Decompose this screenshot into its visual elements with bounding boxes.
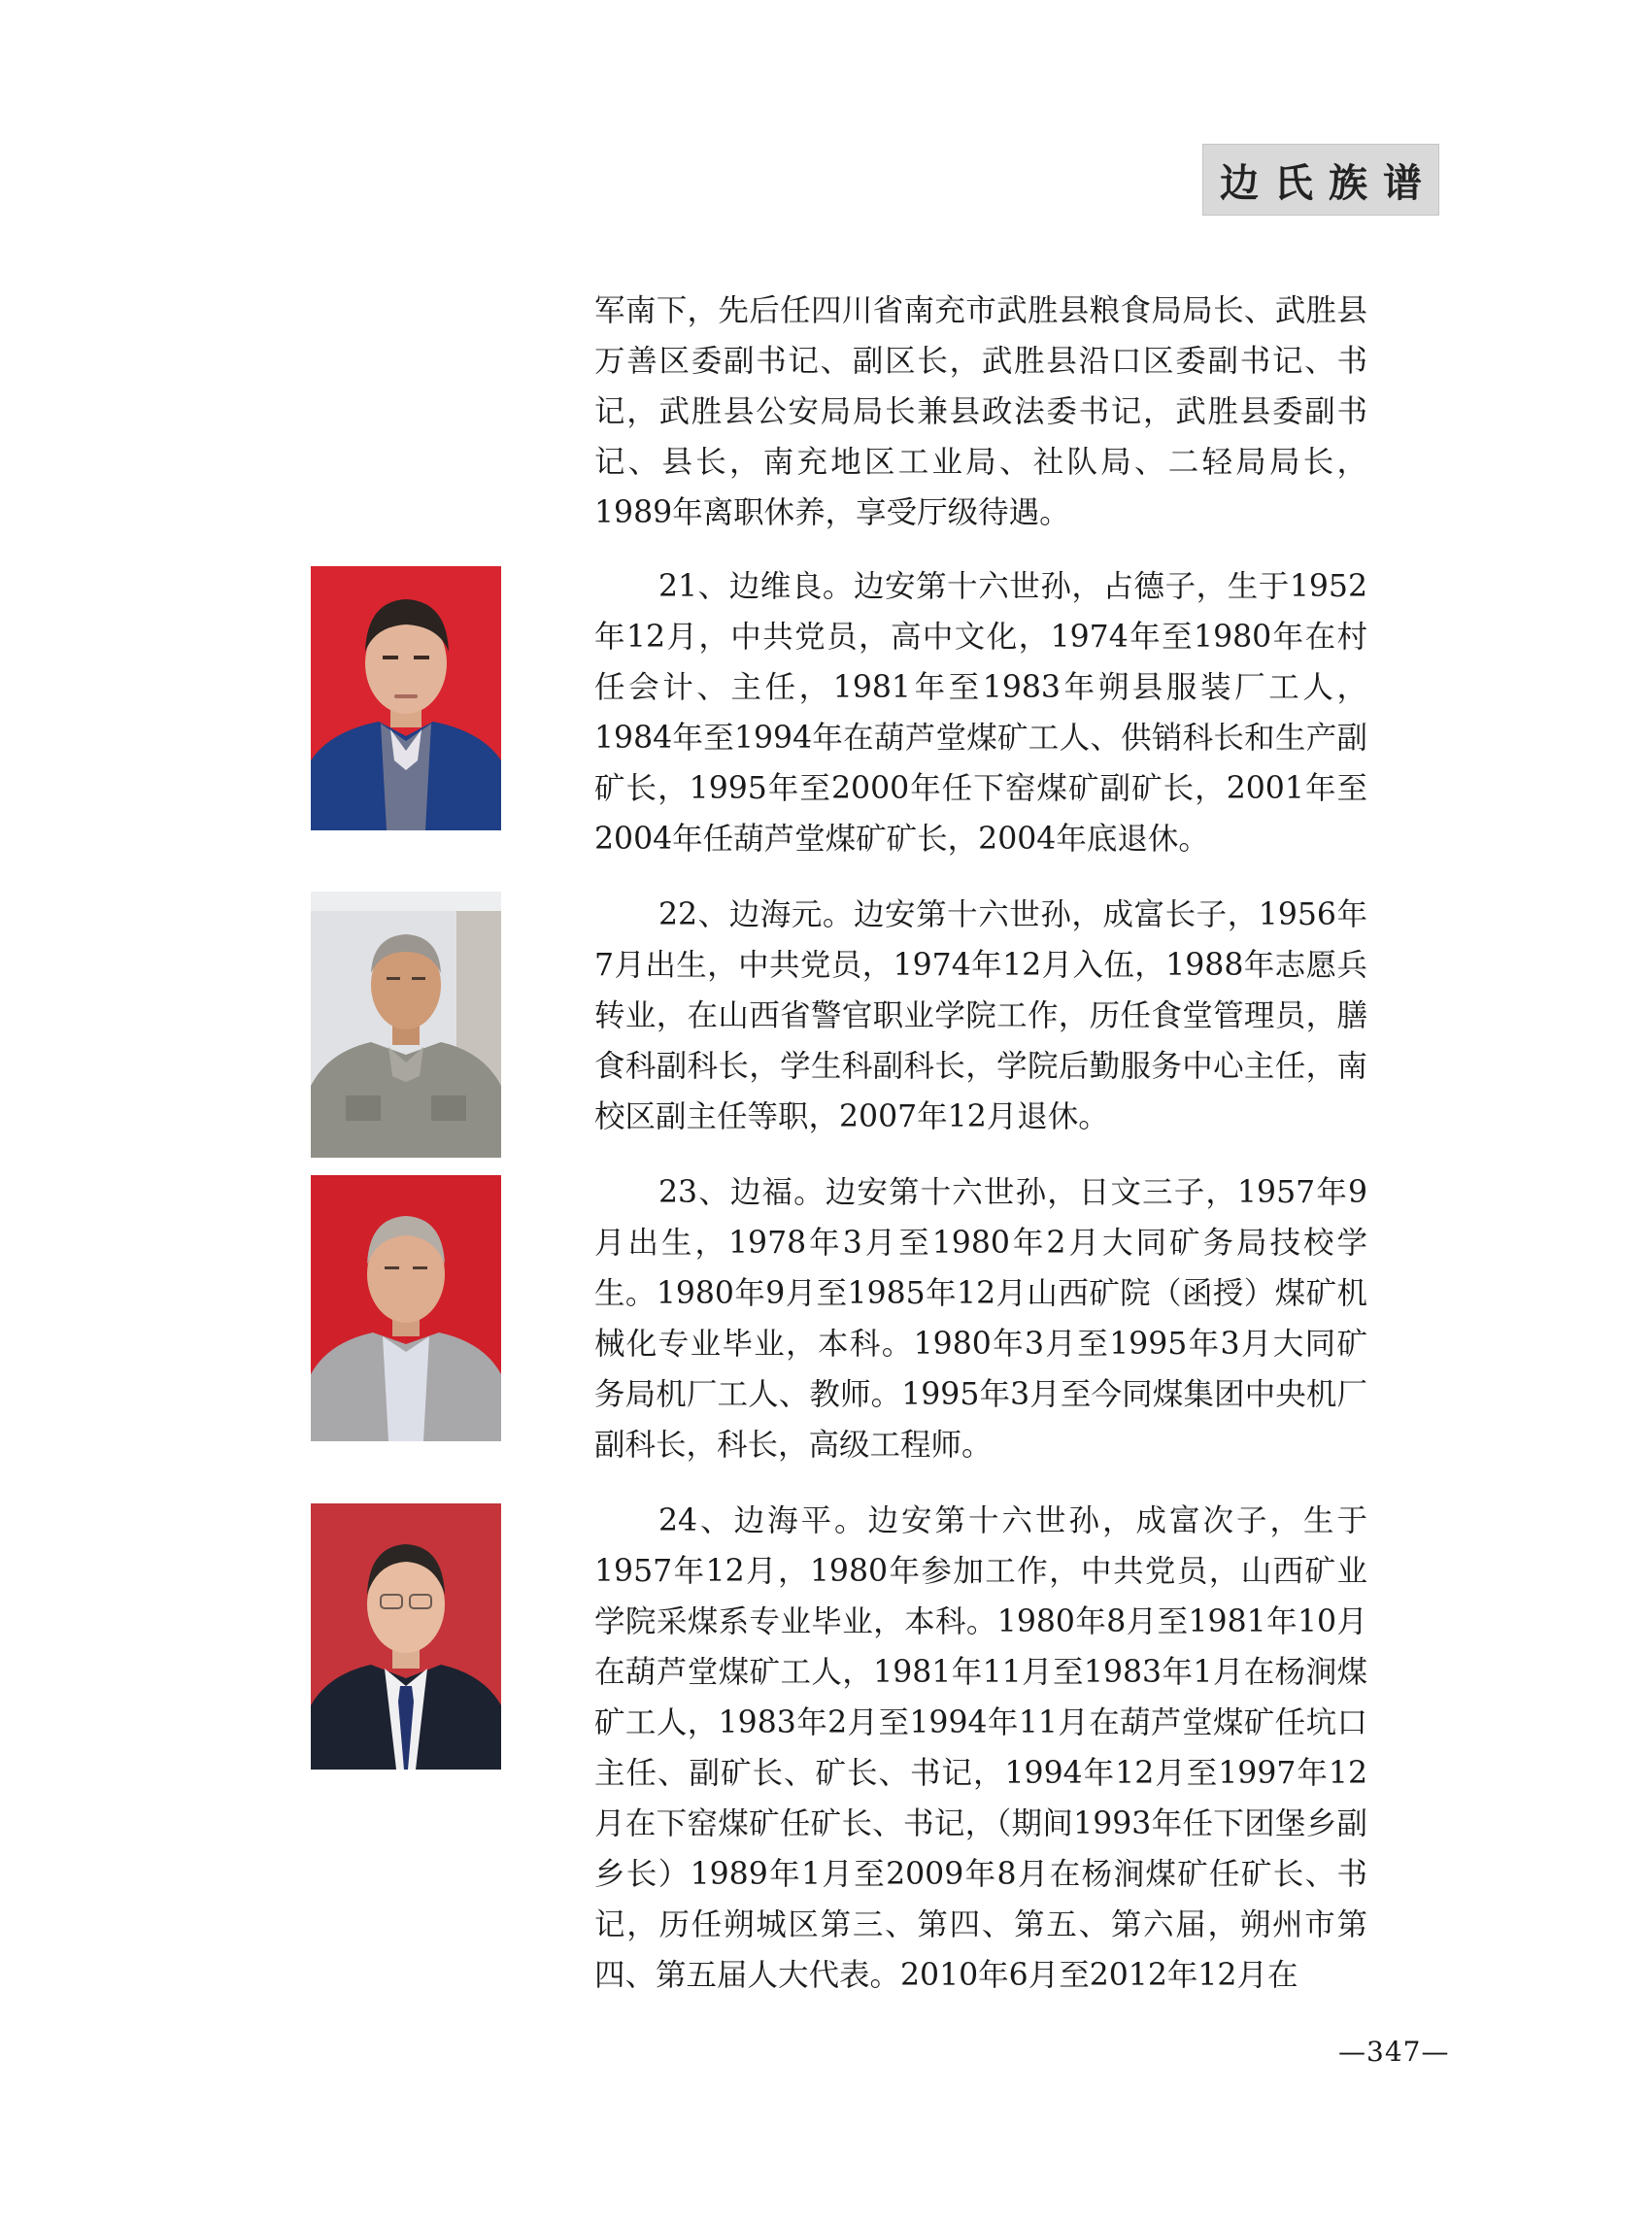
paragraph-text: 24、边海平。边安第十六世孙，成富次子，生于1957年12月，1980年参加工作，中共党员，山西矿业学院采煤系专业毕业，本科。1980年8月至1981年10月在葫芦堂煤矿工人，1981年11月至1983年1月在杨涧煤矿工人，1983年2月至1994年11月在葫芦堂煤矿任坑口主任、副矿长、矿长、书记，1994年12月至1997年12月在下窑煤矿任矿长、书记，（期间1993年任下团堡乡副乡长）1989年1月至2009年8月在杨涧煤矿任矿长、书记，历任朔城区第三、第四、第五、第六届，朔州市第四、第五届人大代表。2010年6月至2012年12月在	[594, 1503, 1367, 1993]
paragraph-text: 21、边维良。边安第十六世孙，占德子，生于1952年12月，中共党员，高中文化，1974年至1980年在村任会计、主任，1981年至1983年朔县服装厂工人，1984年至1994年在葫芦堂煤矿工人、供销科长和生产副矿长，1995年至2000年任下窑煤矿副矿长，2001年至2004年任葫芦堂煤矿矿长，2004年底退休。	[594, 569, 1367, 857]
paragraph-text: 23、边福。边安第十六世孙，日文三子，1957年9月出生，1978年3月至1980年2月大同矿务局技校学生。1980年9月至1985年12月山西矿院（函授）煤矿机械化专业毕业，本科。1980年3月至1995年3月大同矿务局机厂工人、教师。1995年3月至今同煤集团中央机厂副科长，科长，高级工程师。	[594, 1175, 1367, 1463]
book-title-box	[1202, 144, 1439, 216]
portrait-photo-bian-haiping	[311, 1503, 501, 1770]
entry-23	[594, 1167, 1367, 1470]
entry-24	[594, 1496, 1367, 2001]
portrait-photo-bian-weiliang	[311, 566, 501, 830]
paragraph-text: 军南下，先后任四川省南充市武胜县粮食局局长、武胜县万善区委副书记、副区长，武胜县沿口区委副书记、书记，武胜县公安局局长兼县政法委书记，武胜县委副书记、县长，南充地区工业局、社队局、二轻局局长，1989年离职休养，享受厅级待遇。	[594, 293, 1367, 530]
entry-21	[594, 561, 1367, 864]
paragraph-continued	[594, 286, 1367, 538]
portrait-photo-bian-fu	[311, 1175, 501, 1441]
entry-22	[594, 890, 1367, 1142]
paragraph-text: 22、边海元。边安第十六世孙，成富长子，1956年7月出生，中共党员，1974年12月入伍，1988年志愿兵转业，在山西省警官职业学院工作，历任食堂管理员，膳食科副科长，学生科副科长，学院后勤服务中心主任，南校区副主任等职，2007年12月退休。	[594, 897, 1367, 1134]
book-title: 边氏族谱	[1220, 160, 1437, 206]
portrait-photo-bian-haiyuan	[311, 892, 501, 1158]
page-number: —347—	[1338, 2036, 1450, 2068]
